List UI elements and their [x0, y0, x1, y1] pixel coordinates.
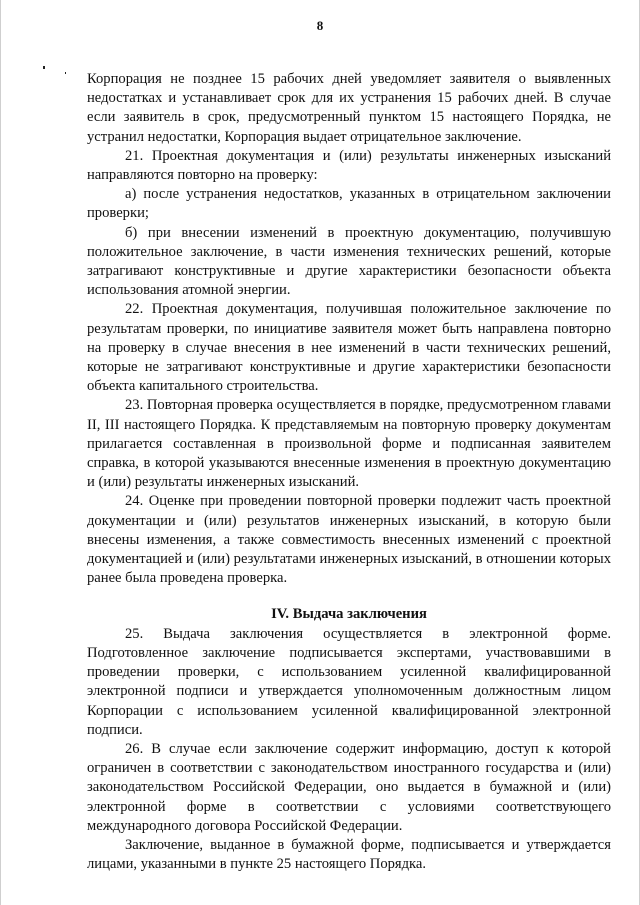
page-number: 8 — [316, 18, 324, 33]
scan-speck — [65, 72, 66, 74]
paragraph-24: 24. Оценке при проведении повторной проверки подлежит часть проектной документации и (или) результатов инженерных изысканий, в которую были внесены изменения, а также совместимость внесенных изменений с проектной документацией и (или) результатами инженерных изысканий, в отношении которых ранее была проведена проверка. — [87, 493, 611, 587]
paragraph-23: 23. Повторная проверка осуществляется в порядке, предусмотренном главами II, III настоящего Порядка. К представляемым на повторную проверку документам прилагается составленная в произвольной форме и подписанная заявителем справка, в которой указываются внесенные изменения в проектную документацию и (или) результаты инженерных изысканий. — [87, 397, 611, 491]
paragraph-25: 25. Выдача заключения осуществляется в электронной форме. Подготовленное заключение подписывается экспертами, участвовавшими в проведении проверки, с использованием усиленной квалифицированной электронной подписи и утверждается уполномоченным должностным лицом Корпорации с использованием усиленной квалифицированной электронной подписи. — [87, 625, 611, 738]
paragraph-21: 21. Проектная документация и (или) результаты инженерных изысканий направляются повторно на проверку: — [87, 147, 611, 184]
section-heading: IV. Выдача заключения — [271, 606, 427, 623]
document-body — [87, 70, 611, 874]
paragraph-26: 26. В случае если заключение содержит информацию, доступ к которой ограничен в соответствии с законодательством иностранного государства и (или) законодательством Российской Федерации, оно выдается в бумажной и (или) электронной форме в соответствии с условиями соответствующего международного договора Российской Федерации. — [87, 740, 611, 834]
paragraph-21-item-a: а) после устранения недостатков, указанных в отрицательном заключении проверки; — [87, 186, 611, 222]
paragraph-continuation: Корпорация не позднее 15 рабочих дней уведомляет заявителя о выявленных недостатках и устанавливает срок для их устранения 15 рабочих дней. В случае если заявитель в срок, предусмотренный пунктом 15 настоящего Порядка, не устранил недостатки, Корпорация выдает отрицательное заключение. — [87, 71, 611, 145]
paragraph-22: 22. Проектная документация, получившая положительное заключение по результатам проверки, по инициативе заявителя может быть направлена повторно на проверку в случае внесения в нее изменений в части технических решений, которые не затрагивают конструктивные и другие характеристики безопасности объекта капитального строительства. — [87, 301, 611, 395]
paragraph-26-continuation: Заключение, выданное в бумажной форме, подписывается и утверждается лицами, указанными в пункте 25 настоящего Порядка. — [87, 836, 611, 873]
scan-speck — [43, 66, 45, 69]
paragraph-21-item-b: б) при внесении изменений в проектную документацию, получившую положительное заключение, в части изменения технических решений, которые затрагивают конструктивные и другие характеристики безопасности объекта использования атомной энергии. — [87, 224, 611, 299]
